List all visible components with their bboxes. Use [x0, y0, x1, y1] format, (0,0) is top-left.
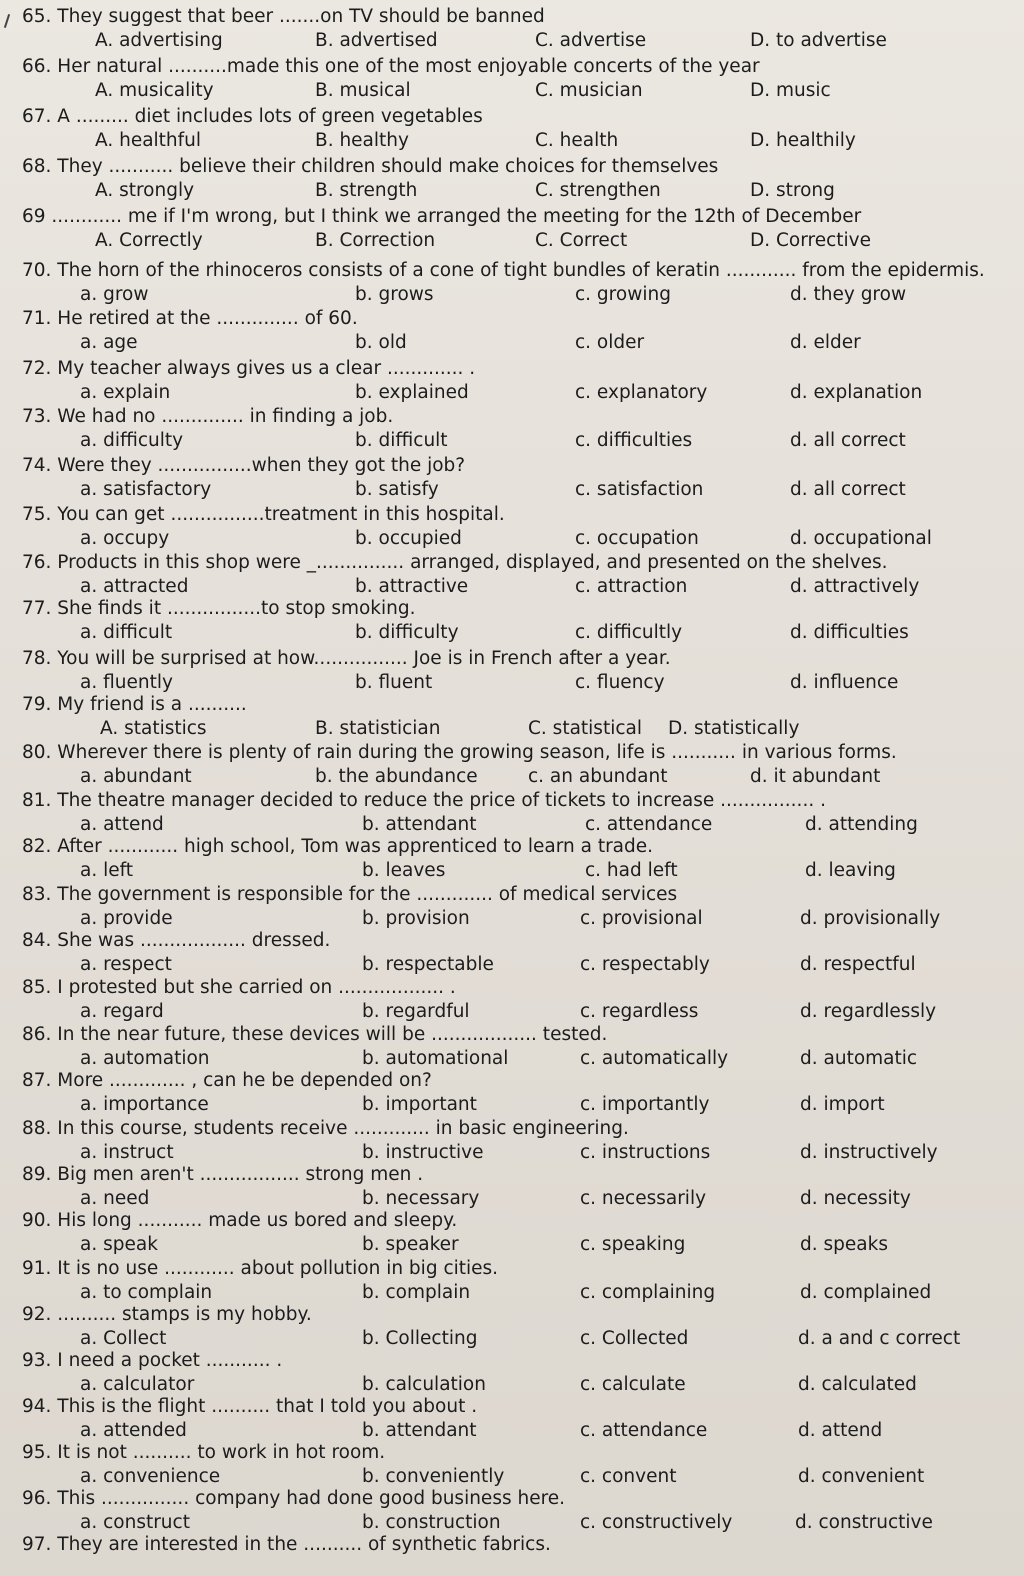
option-a: a. attend [80, 814, 164, 835]
option-b: b. satisfy [355, 479, 439, 500]
question-stem: 80. Wherever there is plenty of rain during the growing season, life is ........... in various forms. [22, 742, 897, 763]
option-b: b. complain [362, 1282, 471, 1303]
option-a: a. instruct [80, 1142, 174, 1163]
option-b: b. explained [355, 382, 469, 403]
option-b: b. fluent [355, 672, 433, 693]
option-c: c. respectably [580, 954, 710, 975]
option-d: d. they grow [790, 284, 907, 305]
option-b: b. calculation [362, 1374, 486, 1395]
option-b: B. strength [315, 180, 418, 201]
option-c: c. calculate [580, 1374, 686, 1395]
option-c: c. difficulties [575, 430, 693, 451]
option-a: a. calculator [80, 1374, 195, 1395]
option-b: b. provision [362, 908, 470, 929]
option-d: d. attractively [790, 576, 920, 597]
option-c: c. attraction [575, 576, 688, 597]
question-stem: 68. They ........... believe their children should make choices for themselves [22, 156, 719, 177]
option-d: D. Corrective [750, 230, 871, 251]
question-stem: 96. This ............... company had done good business here. [22, 1488, 566, 1509]
option-b: b. necessary [362, 1188, 480, 1209]
question-stem: 89. Big men aren't ................. strong men . [22, 1164, 424, 1185]
question-stem: 69 ............ me if I'm wrong, but I think we arranged the meeting for the 12th of December [22, 206, 862, 227]
question-stem: 86. In the near future, these devices will be .................. tested. [22, 1024, 608, 1045]
question-stem: 72. My teacher always gives us a clear ............. . [22, 358, 476, 379]
question-stem: 82. After ............ high school, Tom was apprenticed to learn a trade. [22, 836, 654, 857]
question-stem: 90. His long ........... made us bored and sleepy. [22, 1210, 458, 1231]
option-b: B. Correction [315, 230, 436, 251]
option-b: b. grows [355, 284, 434, 305]
option-b: B. healthy [315, 130, 409, 151]
option-b: b. difficult [355, 430, 448, 451]
option-d: d. necessity [800, 1188, 911, 1209]
option-d: d. difficulties [790, 622, 909, 643]
question-stem: 95. It is not .......... to work in hot room. [22, 1442, 386, 1463]
question-stem: 87. More ............. , can he be depended on? [22, 1070, 432, 1091]
option-a: a. attended [80, 1420, 187, 1441]
option-a: a. difficulty [80, 430, 184, 451]
option-c: c. constructively [580, 1512, 733, 1533]
option-b: b. conveniently [362, 1466, 505, 1487]
option-b: B. statistician [315, 718, 441, 739]
option-b: b. important [362, 1094, 477, 1115]
option-d: d. respectful [800, 954, 916, 975]
option-c: c. regardless [580, 1001, 699, 1022]
option-d: D. healthily [750, 130, 856, 151]
option-c: c. older [575, 332, 645, 353]
question-stem: 84. She was .................. dressed. [22, 930, 331, 951]
option-a: A. Correctly [95, 230, 203, 251]
option-a: a. regard [80, 1001, 164, 1022]
option-a: a. provide [80, 908, 173, 929]
option-c: C. strengthen [535, 180, 661, 201]
option-d: d. import [800, 1094, 885, 1115]
option-b: b. speaker [362, 1234, 459, 1255]
option-d: d. occupational [790, 528, 932, 549]
option-d: d. all correct [790, 479, 906, 500]
option-b: b. attendant [362, 814, 477, 835]
option-a: a. grow [80, 284, 149, 305]
option-c: c. provisional [580, 908, 703, 929]
question-stem: 77. She finds it ................to stop smoking. [22, 598, 416, 619]
option-d: d. regardlessly [800, 1001, 937, 1022]
option-b: B. musical [315, 80, 411, 101]
question-stem: 71. He retired at the .............. of 60. [22, 308, 358, 329]
question-stem: 91. It is no use ............ about pollution in big cities. [22, 1258, 499, 1279]
option-a: a. abundant [80, 766, 192, 787]
option-a: A. healthful [95, 130, 202, 151]
option-c: C. advertise [535, 30, 647, 51]
option-c: c. attendance [585, 814, 713, 835]
option-b: b. respectable [362, 954, 494, 975]
question-stem: 65. They suggest that beer .......on TV should be banned [22, 6, 545, 27]
option-d: d. influence [790, 672, 899, 693]
option-d: d. automatic [800, 1048, 918, 1069]
option-c: C. musician [535, 80, 643, 101]
option-d: d. it abundant [750, 766, 881, 787]
option-a: a. construct [80, 1512, 190, 1533]
option-d: d. calculated [798, 1374, 917, 1395]
option-d: d. convenient [798, 1466, 925, 1487]
option-c: c. explanatory [575, 382, 708, 403]
option-d: d. explanation [790, 382, 923, 403]
option-c: C. health [535, 130, 619, 151]
option-c: c. automatically [580, 1048, 729, 1069]
pen-mark [4, 14, 10, 28]
option-b: b. occupied [355, 528, 462, 549]
question-stem: 66. Her natural ..........made this one of the most enjoyable concerts of the year [22, 56, 760, 77]
question-stem: 81. The theatre manager decided to reduce the price of tickets to increase ................ . [22, 790, 826, 811]
question-stem: 97. They are interested in the .......... of synthetic fabrics. [22, 1534, 551, 1555]
option-b: b. old [355, 332, 407, 353]
option-c: c. speaking [580, 1234, 686, 1255]
option-d: d. attending [805, 814, 918, 835]
option-a: a. fluently [80, 672, 173, 693]
option-c: c. fluency [575, 672, 665, 693]
option-c: C. Correct [535, 230, 628, 251]
option-b: b. attractive [355, 576, 469, 597]
option-b: B. advertised [315, 30, 438, 51]
option-a: A. statistics [100, 718, 207, 739]
option-a: a. occupy [80, 528, 170, 549]
option-b: b. difficulty [355, 622, 459, 643]
option-d: d. attend [798, 1420, 883, 1441]
option-a: a. respect [80, 954, 172, 975]
option-b: b. attendant [362, 1420, 477, 1441]
option-d: D. statistically [668, 718, 800, 739]
option-a: A. musicality [95, 80, 214, 101]
option-c: c. occupation [575, 528, 699, 549]
option-c: c. instructions [580, 1142, 711, 1163]
option-c: c. difficultly [575, 622, 683, 643]
option-d: d. a and c correct [798, 1328, 961, 1349]
option-a: a. age [80, 332, 138, 353]
option-a: a. to complain [80, 1282, 213, 1303]
option-c: c. importantly [580, 1094, 710, 1115]
option-d: d. constructive [795, 1512, 933, 1533]
option-d: d. provisionally [800, 908, 941, 929]
option-d: d. instructively [800, 1142, 938, 1163]
question-stem: 88. In this course, students receive ............. in basic engineering. [22, 1118, 629, 1139]
option-a: a. convenience [80, 1466, 221, 1487]
option-c: c. an abundant [528, 766, 668, 787]
option-b: b. instructive [362, 1142, 484, 1163]
question-stem: 93. I need a pocket ........... . [22, 1350, 283, 1371]
option-c: c. convent [580, 1466, 677, 1487]
option-b: b. the abundance [315, 766, 478, 787]
option-a: a. attracted [80, 576, 189, 597]
option-c: c. satisfaction [575, 479, 704, 500]
option-b: b. regardful [362, 1001, 470, 1022]
question-stem: 76. Products in this shop were _............... arranged, displayed, and presented on the shelves. [22, 552, 888, 573]
option-c: c. growing [575, 284, 671, 305]
option-a: a. difficult [80, 622, 173, 643]
option-d: D. music [750, 80, 831, 101]
question-stem: 75. You can get ................treatment in this hospital. [22, 504, 505, 525]
option-c: c. Collected [580, 1328, 689, 1349]
question-stem: 85. I protested but she carried on .................. . [22, 977, 456, 998]
option-b: b. leaves [362, 860, 446, 881]
option-b: b. automational [362, 1048, 509, 1069]
option-d: D. strong [750, 180, 835, 201]
option-c: c. attendance [580, 1420, 708, 1441]
option-b: b. construction [362, 1512, 501, 1533]
option-c: c. necessarily [580, 1188, 707, 1209]
question-stem: 73. We had no .............. in finding a job. [22, 406, 394, 427]
option-a: a. need [80, 1188, 150, 1209]
option-a: A. advertising [95, 30, 223, 51]
option-c: c. had left [585, 860, 678, 881]
question-stem: 92. .......... stamps is my hobby. [22, 1304, 312, 1325]
option-d: D. to advertise [750, 30, 887, 51]
question-stem: 70. The horn of the rhinoceros consists of a cone of tight bundles of keratin ............ from the epidermis. [22, 260, 985, 281]
option-a: a. speak [80, 1234, 158, 1255]
option-a: a. importance [80, 1094, 209, 1115]
option-d: d. all correct [790, 430, 906, 451]
question-stem: 67. A ......... diet includes lots of green vegetables [22, 106, 483, 127]
option-c: c. complaining [580, 1282, 716, 1303]
option-d: d. speaks [800, 1234, 888, 1255]
option-a: a. automation [80, 1048, 210, 1069]
option-a: a. left [80, 860, 134, 881]
option-b: b. Collecting [362, 1328, 478, 1349]
option-d: d. complained [800, 1282, 932, 1303]
option-a: a. satisfactory [80, 479, 212, 500]
option-a: a. Collect [80, 1328, 167, 1349]
question-stem: 74. Were they ................when they got the job? [22, 455, 466, 476]
option-a: a. explain [80, 382, 171, 403]
question-stem: 83. The government is responsible for the ............. of medical services [22, 884, 678, 905]
question-stem: 79. My friend is a .......... [22, 694, 247, 715]
option-c: C. statistical [528, 718, 642, 739]
question-stem: 94. This is the flight .......... that I told you about . [22, 1396, 478, 1417]
option-d: d. leaving [805, 860, 896, 881]
option-d: d. elder [790, 332, 861, 353]
question-stem: 78. You will be surprised at how................ Joe is in French after a year. [22, 648, 671, 669]
option-a: A. strongly [95, 180, 195, 201]
